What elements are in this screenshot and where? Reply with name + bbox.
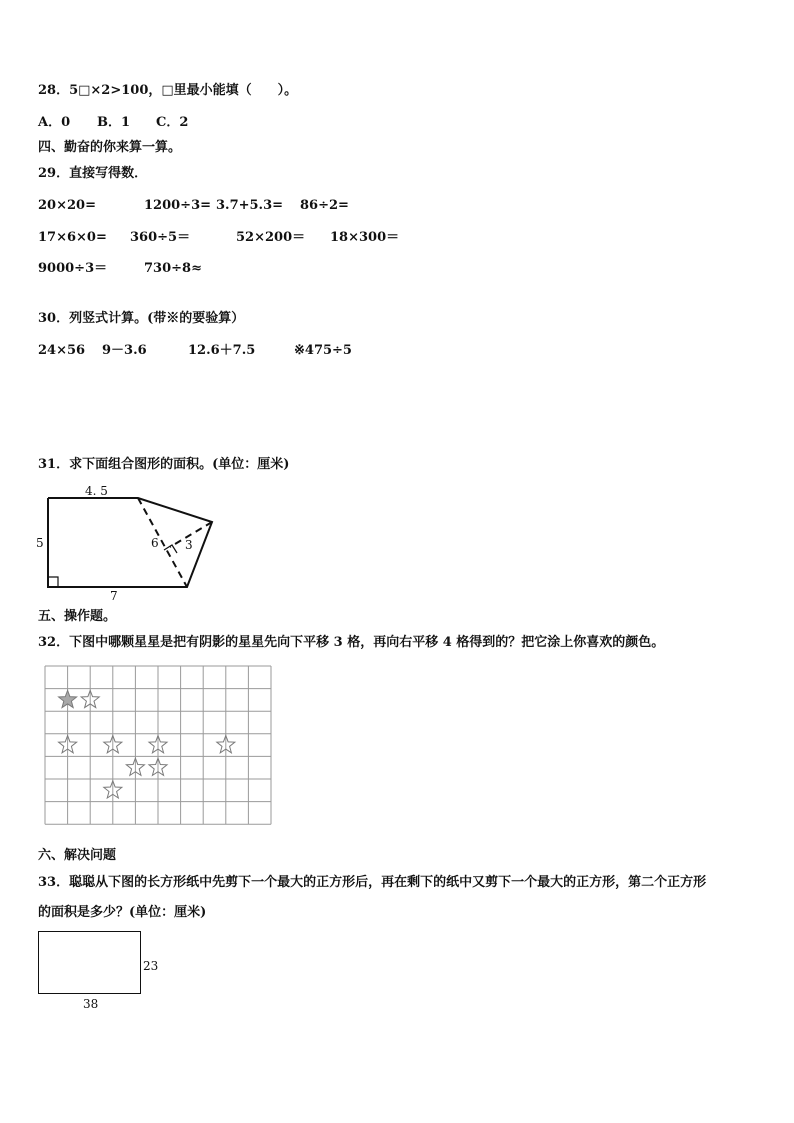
q29-r3-c1: 9000÷3＝: [38, 261, 108, 276]
q33-width-label: 38: [83, 997, 99, 1011]
q31-composite-figure: [30, 480, 230, 604]
q31-title: 31．求下面组合图形的面积。(单位：厘米): [38, 457, 290, 472]
q33-height-label: 23: [143, 959, 159, 973]
q33-rectangle: [38, 931, 141, 994]
q30-item-4: ※475÷5: [294, 343, 352, 358]
q33-line2: 的面积是多少？(单位：厘米): [38, 905, 207, 920]
q29-r3-c2: 730÷8≈: [144, 261, 202, 276]
q30-title: 30．列竖式计算。(带※的要验算）: [38, 311, 245, 326]
q31-label-diag: 6: [151, 536, 159, 550]
q30-item-3: 12.6＋7.5: [188, 343, 256, 358]
section-4-heading: 四、勤奋的你来算一算。: [38, 140, 182, 155]
q29-r2-c2: 360÷5＝: [130, 230, 191, 245]
q29-r1-c3: 3.7+5.3=: [216, 198, 284, 213]
q29-r1-c4: 86÷2=: [300, 198, 349, 213]
q31-right-angle-mark: [48, 577, 58, 587]
q28-option-a: A．0: [38, 115, 71, 130]
q29-r1-c2: 1200÷3=: [144, 198, 212, 213]
q28-stem: 28．5□×2>100，□里最小能填（ ）。: [38, 83, 298, 98]
q31-label-bottom: 7: [110, 589, 118, 603]
q28-option-b: B．1: [97, 115, 131, 130]
q28-option-c: C．2: [156, 115, 189, 130]
q29-r2-c3: 52×200＝: [236, 230, 306, 245]
q30-item-1: 24×56: [38, 343, 86, 358]
section-6-heading: 六、解决问题: [38, 848, 117, 863]
q31-label-top: 4. 5: [85, 484, 108, 498]
q33-line1: 33．聪聪从下图的长方形纸中先剪下一个最大的正方形后，再在剩下的纸中又剪下一个最大的正方形，第二个正方形: [38, 875, 707, 890]
q29-r2-c1: 17×6×0=: [38, 230, 107, 245]
q29-r1-c1: 20×20=: [38, 198, 96, 213]
q31-foot-right-angle: [164, 545, 177, 553]
q31-label-height: 3: [185, 538, 193, 552]
q29-r2-c4: 18×300＝: [330, 230, 400, 245]
q32-star-grid: [44, 665, 272, 838]
q32-title: 32．下图中哪颗星星是把有阴影的星星先向下平移 3 格，再向右平移 4 格得到的？把它涂上你喜欢的颜色。: [38, 635, 665, 650]
q31-label-left: 5: [36, 536, 44, 550]
q29-title: 29．直接写得数．: [38, 166, 148, 181]
section-5-heading: 五、操作题。: [38, 609, 117, 624]
q30-item-2: 9－3.6: [102, 343, 147, 358]
